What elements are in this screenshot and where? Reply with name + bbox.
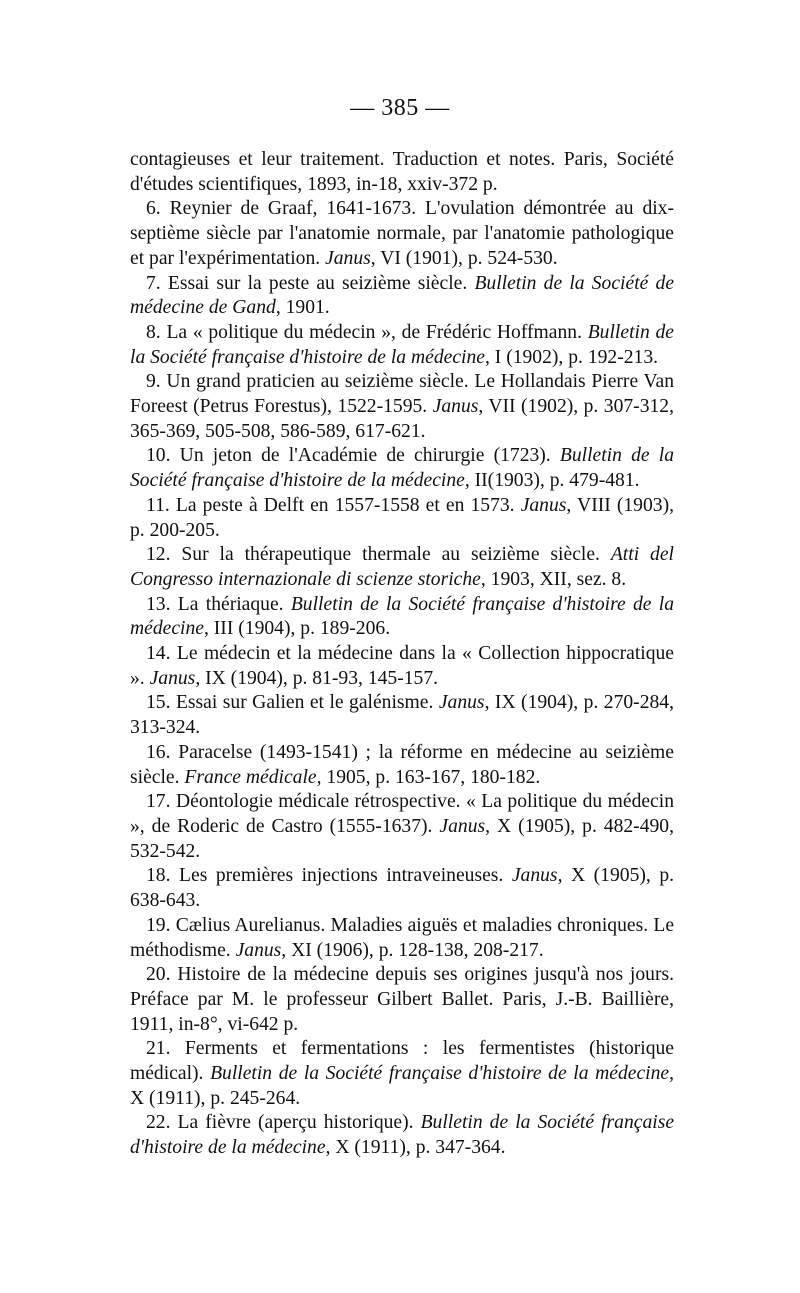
journal-title: Bulletin de la Société française d'histoire de la médecine <box>130 593 675 640</box>
entry-text: Cælius Aurelianus. Maladies aiguës et maladies chroniques. Le méthodisme. <box>130 914 675 961</box>
entry-text: Reynier de Graaf, 1641-1673. L'ovulation démontrée au dix-septième siècle par l'anatomie normale, par l'anatomie pathologique et par l'expérimentation. <box>130 198 675 269</box>
entry-text: Sur la thérapeutique thermale au seizième siècle. <box>181 544 611 566</box>
bibliography-entry <box>130 272 674 321</box>
entry-number: 11. <box>146 494 176 516</box>
entry-number: 6. <box>146 198 170 220</box>
entry-text: La fièvre (aperçu historique). <box>177 1112 421 1134</box>
journal-title: Bulletin de la Société française d'histoire de la médecine <box>210 1063 670 1085</box>
bibliography-entry <box>130 691 674 740</box>
journal-title: Bulletin de la Société française d'histoire de la médecine <box>130 1112 675 1159</box>
entry-text: contagieuses et leur traitement. Traduction et notes. Paris, Société d'études scientifiques, 1893, in-18, xxiv-372 p. <box>130 149 674 195</box>
journal-title: Bulletin de la Société française d'histoire de la médecine <box>130 445 675 492</box>
journal-title: Atti del Congresso internazionale di scienze storiche <box>130 544 674 590</box>
entry-number: 17. <box>146 791 176 813</box>
entry-number: 9. <box>146 371 167 393</box>
entry-text: , IX (1904), p. 270-284, 313-324. <box>130 692 674 739</box>
bibliography-entry <box>130 148 674 197</box>
entry-number: 10. <box>146 445 180 467</box>
journal-title: Janus <box>520 494 567 516</box>
entry-text: , IX (1904), p. 81-93, 145-157. <box>195 667 439 689</box>
entry-text: Un jeton de l'Académie de chirurgie (1723). <box>179 445 560 467</box>
entry-number: 16. <box>146 741 179 763</box>
entry-text: La « politique du médecin », de Frédéric Hoffmann. <box>166 321 588 343</box>
entry-text: Les premières injections intraveineuses. <box>179 865 512 887</box>
bibliography-entry <box>130 1037 674 1111</box>
journal-title: Janus <box>439 815 486 837</box>
bibliography-entry <box>130 963 674 1037</box>
journal-title: Janus <box>511 865 558 887</box>
journal-title: Janus <box>235 939 282 961</box>
entry-number: 15. <box>146 692 176 714</box>
bibliography-entry <box>130 593 674 642</box>
bibliography-entry <box>130 197 674 271</box>
entry-number: 21. <box>146 1038 185 1060</box>
entry-text: Ferments et fermentations : les fermentistes (historique médical). <box>130 1038 674 1085</box>
bibliography-entry <box>130 1111 674 1160</box>
entry-text: , X (1911), p. 245-264. <box>130 1063 674 1109</box>
entry-text: La peste à Delft en 1557-1558 et en 1573. <box>175 494 521 516</box>
journal-title: Janus <box>432 396 479 418</box>
entry-text: Histoire de la médecine depuis ses origines jusqu'à nos jours. Préface par M. le professeur Gilbert Ballet. Paris, J.-B. Baillière, 1911, in-8°, vi-642 p. <box>130 964 674 1035</box>
entry-text: , VI (1901), p. 524-530. <box>370 247 558 269</box>
entry-text: , VII (1902), p. 307-312, 365-369, 505-508, 586-589, 617-621. <box>130 396 674 442</box>
entry-number: 18. <box>146 865 180 887</box>
entry-number: 19. <box>146 914 176 936</box>
bibliography-entry <box>130 864 674 913</box>
bibliography-entry <box>130 642 674 691</box>
bibliography-list <box>130 148 674 1161</box>
entry-number: 8. <box>146 321 167 343</box>
entry-text: , X (1905), p. 482-490, 532-542. <box>130 815 674 862</box>
entry-text: Un grand praticien au seizième siècle. Le Hollandais Pierre Van Foreest (Petrus Forestus), 1522-1595. <box>130 371 674 418</box>
entry-text: Essai sur Galien et le galénisme. <box>175 692 439 714</box>
entry-text: , X (1905), p. 638-643. <box>130 865 675 912</box>
entry-text: , I (1902), p. 192-213. <box>484 346 659 368</box>
entry-text: , II(1903), p. 479-481. <box>464 470 640 492</box>
bibliography-entry <box>130 543 674 592</box>
journal-title: Bulletin de la Société de médecine de Gand <box>130 272 675 319</box>
entry-number: 12. <box>146 544 182 566</box>
entry-text: La thériaque. <box>177 593 291 615</box>
journal-title: Janus <box>325 247 371 269</box>
journal-title: France médicale <box>184 766 317 788</box>
entry-text: Paracelse (1493-1541) ; la réforme en médecine au seizième siècle. <box>130 741 674 788</box>
entry-text: , 1903, XII, sez. 8. <box>480 568 627 590</box>
journal-title: Janus <box>438 692 485 714</box>
entry-text: , XI (1906), p. 128-138, 208-217. <box>281 939 544 961</box>
bibliography-entry <box>130 444 674 493</box>
bibliography-entry <box>130 321 674 370</box>
bibliography-entry <box>130 914 674 963</box>
entry-number: 22. <box>146 1112 178 1134</box>
bibliography-entry <box>130 790 674 864</box>
bibliography-entry <box>130 370 674 444</box>
entry-text: , VIII (1903), p. 200-205. <box>130 494 674 541</box>
entry-text: , 1901. <box>275 297 330 319</box>
journal-title: Bulletin de la Société française d'histoire de la médecine <box>130 321 674 368</box>
entry-text: , 1905, p. 163-167, 180-182. <box>316 766 541 788</box>
entry-number: 7. <box>146 272 168 294</box>
page-number: — 385 — <box>350 95 450 121</box>
entry-number: 13. <box>146 593 178 615</box>
entry-text: , X (1911), p. 347-364. <box>325 1137 506 1159</box>
bibliography-entry <box>130 494 674 543</box>
entry-text: Le médecin et la médecine dans la « Collection hippocratique ». <box>130 643 674 689</box>
entry-number: 14. <box>146 643 177 665</box>
bibliography-entry <box>130 741 674 790</box>
entry-number: 20. <box>146 964 178 986</box>
entry-text: Essai sur la peste au seizième siècle. <box>167 272 475 294</box>
journal-title: Janus <box>149 667 196 689</box>
entry-text: Déontologie médicale rétrospective. « La politique du médecin », de Roderic de Castro (1555-1637). <box>130 791 674 837</box>
entry-text: , III (1904), p. 189-206. <box>203 618 391 640</box>
